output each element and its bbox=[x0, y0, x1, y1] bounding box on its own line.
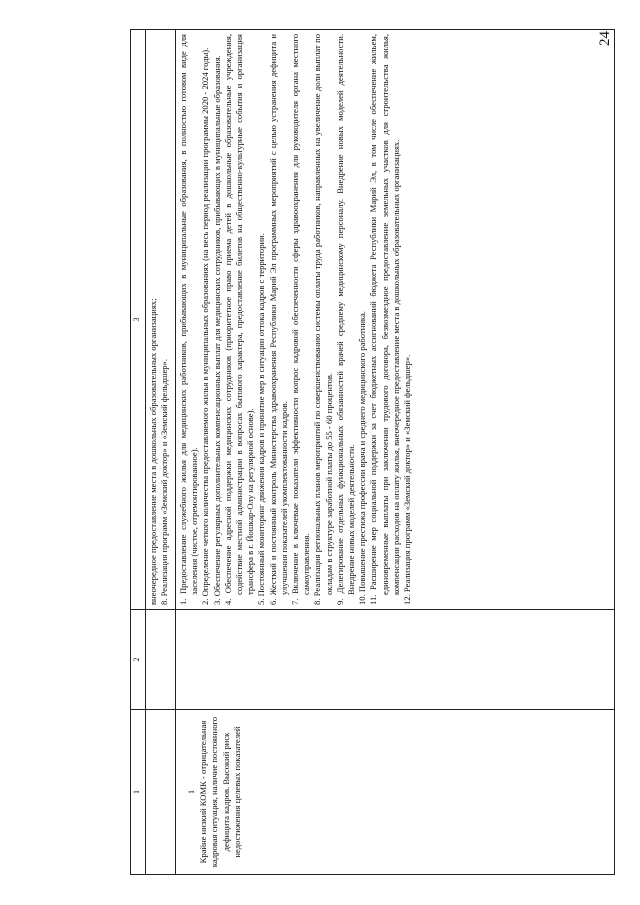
measures-list bbox=[178, 34, 413, 605]
list-item: 8. Реализация региональных планов мероприятий по совершенствованию системы оплаты труда работников, направленных на увеличение доли выплат по окладам в структуре заработной платы до 55 - 60 процентов. bbox=[312, 34, 334, 605]
list-item: 10. Повышение престижа профессии врача и среднего медицинского работника. bbox=[357, 311, 368, 605]
list-item: 3. Обеспечение регулярных дополнительных компенсационных выплат для медицинских сотрудников, прибывающих в муниципальные образования. bbox=[211, 55, 222, 605]
page-number: 24 bbox=[597, 31, 613, 46]
measures-table bbox=[130, 29, 615, 875]
list-item: 6. Жесткий и постоянный контроль Министерства здравоохранения Республики Марий Эл программных мероприятий с целью устранения дефицита и улучшения показателей укомплектованности кадров. bbox=[267, 34, 289, 605]
continuation-line: внеочередное предоставление места в дошкольных образовательных организациях; bbox=[148, 298, 158, 605]
list-item: 9. Делегирование отдельных функциональных обязанностей врачей среднему медицинскому персоналу. Внедрение новых моделей деятельности. Внедрение новых моделей деятельности. bbox=[334, 34, 357, 605]
continuation-col-2 bbox=[146, 610, 176, 710]
list-item: 12. Реализация программ «Земский доктор» и «Земский фельдшер». bbox=[402, 354, 413, 605]
measures-cell bbox=[176, 30, 615, 610]
continuation-row bbox=[146, 30, 176, 875]
header-col-3: 3 bbox=[131, 30, 146, 610]
header-col-1: 1 bbox=[131, 710, 146, 875]
table-header-row bbox=[131, 30, 146, 875]
continuation-line: 8. Реализация программ «Земский доктор» и «Земский фельдшер». bbox=[159, 359, 170, 605]
list-item: 7. Включение в ключевые показатели эффективности вопрос кадровой обеспеченности сферы здравоохранения для руководителя органа местного самоуправления. bbox=[290, 34, 312, 605]
col-2-cell bbox=[176, 610, 615, 710]
list-item: 2. Определение четкого количества предоставляемого жилья в муниципальных образованиях (на весь период реализации программы 2020 - 2024 годы). bbox=[200, 47, 211, 605]
list-item: 4. Обеспечение адресной поддержки медицинских сотрудников (приоритетное право приема детей в дошкольные образовательные учреждения, содействие местной администрации в вопросах бытового характера, предоставление билетов на общественно-культурные события и организация трансфера в г. Йошкар-Олу на регулярной основе). bbox=[222, 34, 256, 605]
rotated-table-wrapper bbox=[130, 30, 615, 875]
list-item: 1. Предоставление служебного жилья для медицинских работников, прибывающих в муниципальные образования, в полностью готовом виде для заселения (чистое, отремонтированное). bbox=[178, 34, 200, 605]
header-col-2: 2 bbox=[131, 610, 146, 710]
list-item: 11. Расширение мер социальной поддержки за счет бюджетных ассигнований бюджета Республики Марий Эл, в том числе обеспечение жильем, единовременные выплаты при заключении трудового договора, безвозмездное предоставление земельных участков для строительства жилья, компенсации расходов на оплату жилья, внеочередное предоставление места в дошкольных образовательных организациях. bbox=[368, 34, 401, 605]
risk-description: Крайне низкий КОМК - отрицательная кадровая ситуация, наличие постоянного дефицита кадров. Высокий риск недостижения целевых показателей bbox=[198, 716, 242, 868]
row-number: 1 bbox=[187, 789, 196, 795]
continuation-col-1 bbox=[146, 710, 176, 875]
continuation-col-3 bbox=[146, 30, 176, 610]
table-row bbox=[176, 30, 615, 875]
risk-cell bbox=[176, 710, 615, 875]
list-item: 5. Постоянный мониторинг движения кадров и принятие мер в ситуации оттока кадров с территории. bbox=[256, 233, 267, 605]
